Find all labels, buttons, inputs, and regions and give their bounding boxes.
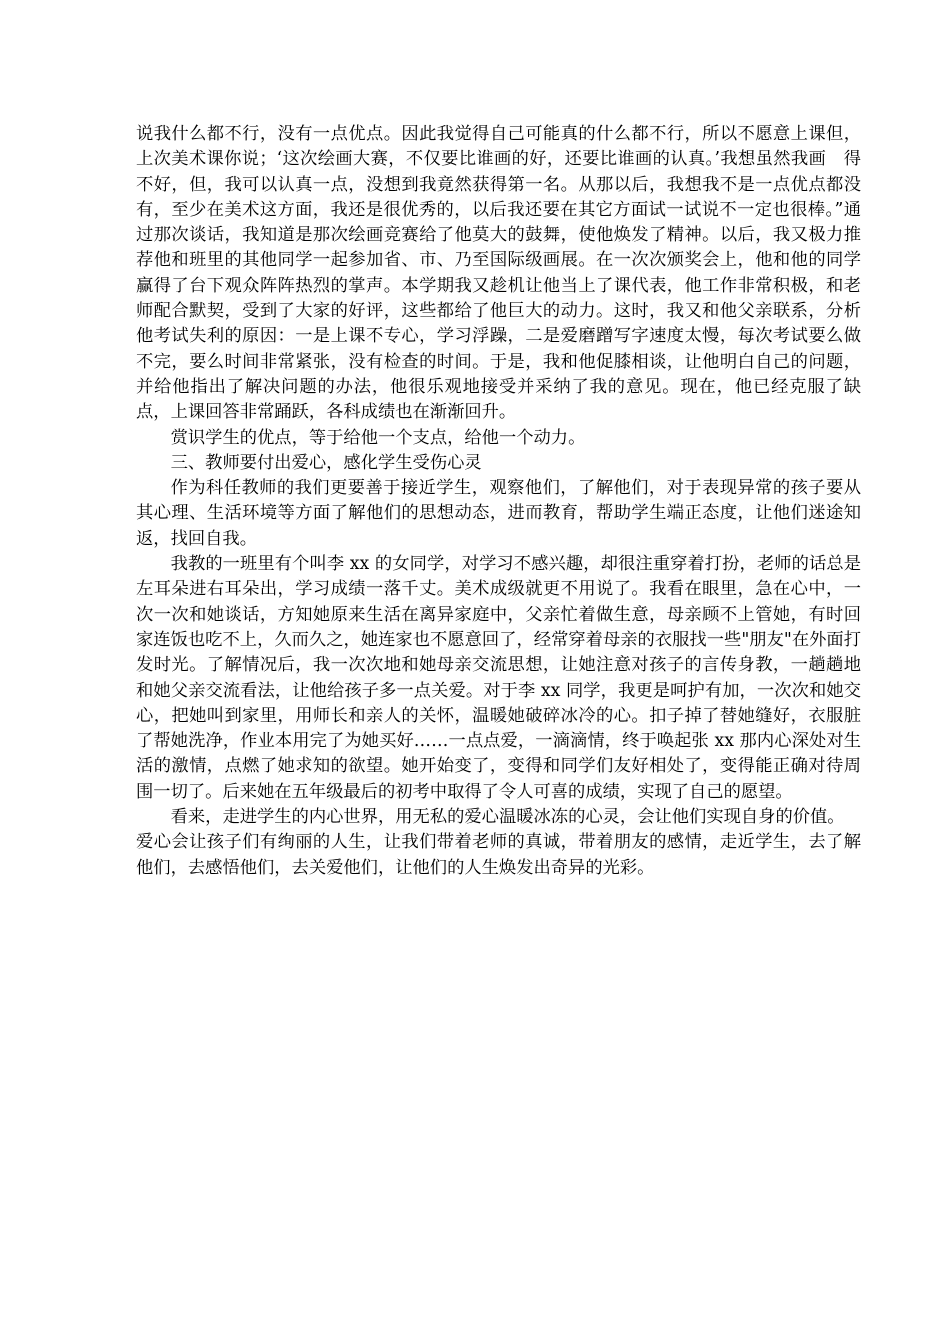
section-heading-three: 三、教师要付出爱心，感化学生受伤心灵 <box>170 452 482 473</box>
paragraph-appreciation: 赏识学生的优点，等于给他一个支点，给他一个动力。 <box>170 427 586 448</box>
paragraph-teacher-role: 作为科任教师的我们更要善于接近学生，观察他们，了解他们，对于表现异常的孩子要从其心理、生活环境等方面了解他们的思想动态，进而教育，帮助学生端正态度，让他们迷途知返，找回自我。 <box>136 478 861 549</box>
paragraph-reflection: 看来，走进学生的内心世界，用无私的爱心温暖冰冻的心灵，会让他们实现自身的价值。 <box>170 807 845 828</box>
document-body <box>136 122 861 881</box>
paragraph-student-story: 我教的一班里有个叫李 xx 的女同学，对学习不感兴趣，却很注重穿着打扮，老师的话总是左耳朵进右耳朵出，学习成绩一落千丈。美术成级就更不用说了。我看在眼里，急在心中，一次一次和她谈话，方知她原来生活在离异家庭中，父亲忙着做生意，母亲顾不上管她，有时回家连饭也吃不上，久而久之，她连家也不愿意回了，经常穿着母亲的衣服找一些"朋友"在外面打发时光。了解情况后，我一次次地和她母亲交流思想，让她注意对孩子的言传身教，一趟趟地和她父亲交流看法，让他给孩子多一点关爱。对于李 xx 同学，我更是呵护有加，一次次和她交心，把她叫到家里，用师长和亲人的关怀，温暖她破碎冰冷的心。扣子掉了替她缝好，衣服脏了帮她洗净，作业本用完了为她买好……一点点爱，一滴滴情，终于唤起张 xx 那内心深处对生活的激情，点燃了她求知的欲望。她开始变了，变得和同学们友好相处了，变得能正确对待周围一切了。后来她在五年级最后的初考中取得了令人可喜的成绩，实现了自己的愿望。 <box>136 554 861 802</box>
paragraph-continuation: 说我什么都不行，没有一点优点。因此我觉得自己可能真的什么都不行，所以不愿意上课但，上次美术课你说；‘这次绘画大赛，不仅要比谁画的好，还要比谁画的认真。’我想虽然我画 得不好，但，我可以认真一点，没想到我竟然获得第一名。从那以后，我想我不是一点优点都没有，至少在美术这方面，我还是很优秀的，以后我还要在其它方面试一试说不一定也很棒。”通过那次谈话，我知道是那次绘画竞赛给了他莫大的鼓舞，使他焕发了精神。以后，我又极力推荐他和班里的其他同学一起参加省、市、乃至国际级画展。在一次次颁奖会上，他和他的同学赢得了台下观众阵阵热烈的掌声。本学期我又趁机让他当上了课代表，他工作非常积极，和老师配合默契，受到了大家的好评，这些都给了他巨大的动力。这时，我又和他父亲联系，分析他考试失利的原因：一是上课不专心，学习浮躁，二是爱磨蹭写字速度太慢，每次考试要么做不完，要么时间非常紧张，没有检查的时间。于是，我和他促膝相谈，让他明白自己的问题，并给他指出了解决问题的办法，他很乐观地接受并采纳了我的意见。现在，他已经克服了缺点，上课回答非常踊跃，各科成绩也在渐渐回升。 <box>136 124 861 423</box>
paragraph-conclusion: 爱心会让孩子们有绚丽的人生，让我们带着老师的真诚，带着朋友的感情，走近学生，去了解他们，去感悟他们，去关爱他们，让他们的人生焕发出奇异的光彩。 <box>136 832 861 878</box>
